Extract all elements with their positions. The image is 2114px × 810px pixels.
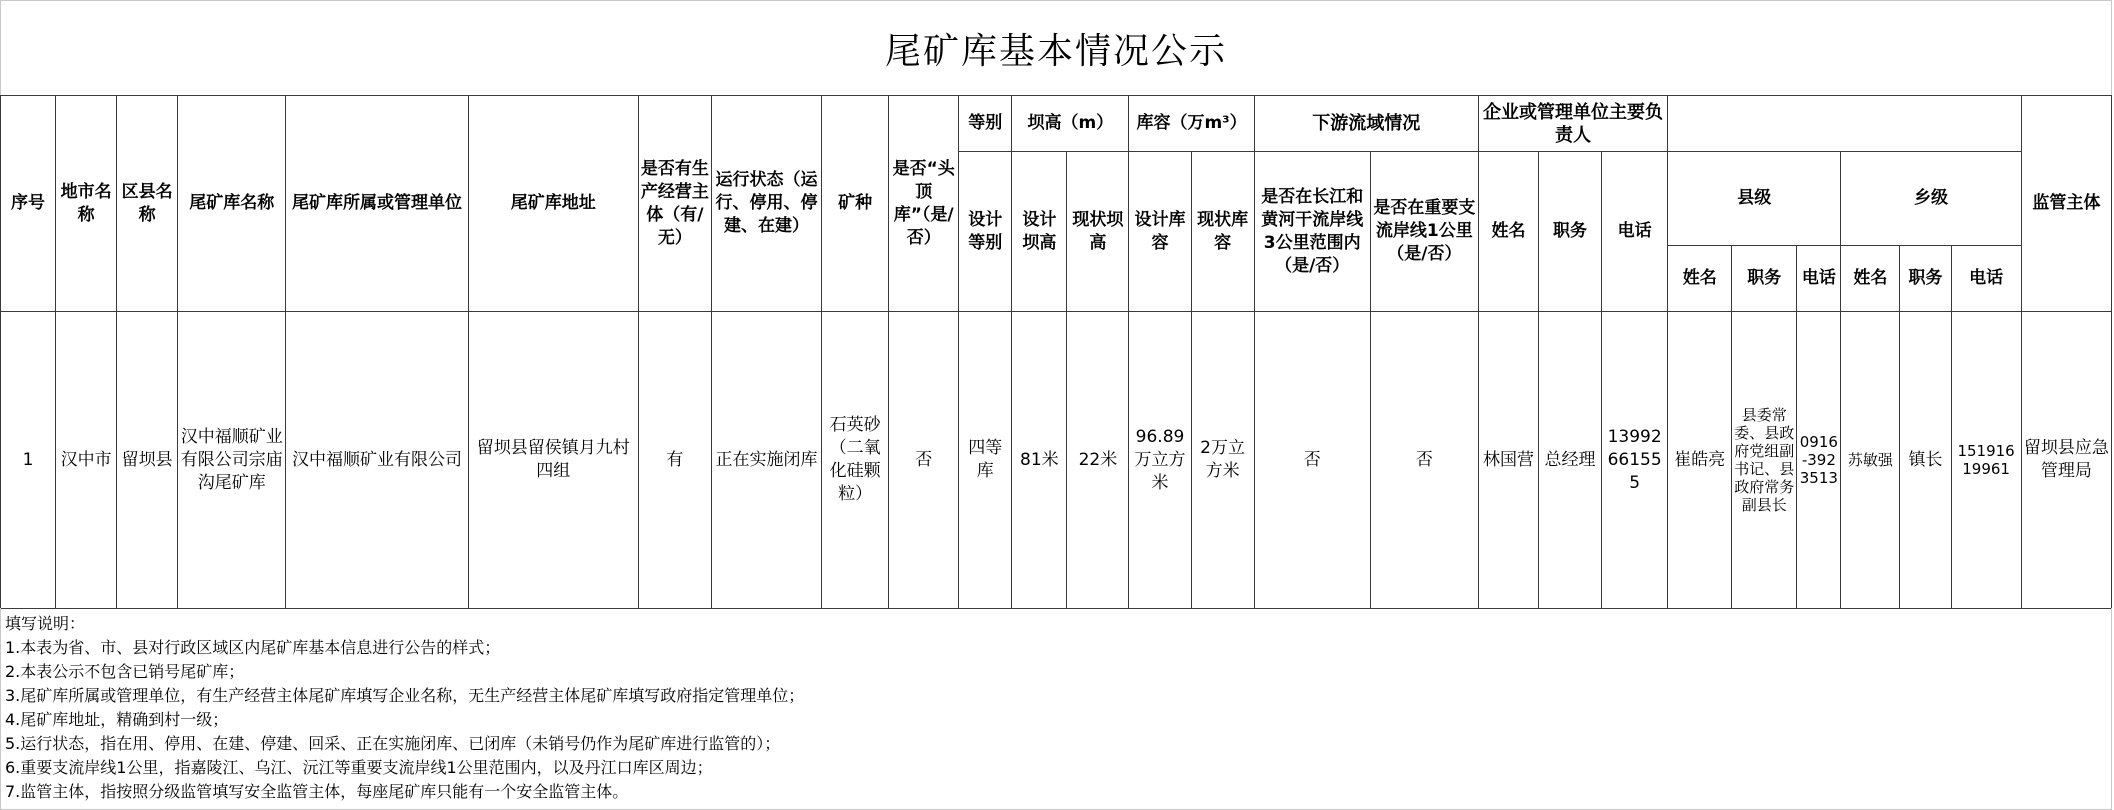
cell-address: 留坝县留侯镇月九村四组 [468, 312, 638, 609]
cell-county-name: 崔皓亮 [1668, 312, 1732, 609]
header-mineral: 矿种 [822, 96, 889, 312]
cell-county: 留坝县 [117, 312, 178, 609]
header-dam-height: 坝高（m） [1012, 96, 1129, 152]
header-grade: 等别 [959, 96, 1012, 152]
cell-design-grade: 四等库 [959, 312, 1012, 609]
cell-town-position: 镇长 [1900, 312, 1951, 609]
header-company-name: 姓名 [1478, 152, 1538, 312]
cell-owner: 汉中福顺矿业有限公司 [286, 312, 468, 609]
cell-mineral: 石英砂（二氧化硅颗粒） [822, 312, 889, 609]
header-address: 尾矿库地址 [468, 96, 638, 312]
header-design-height: 设计坝高 [1012, 152, 1067, 312]
header-row-1 [1, 96, 2112, 152]
cell-has-operator: 有 [638, 312, 711, 609]
cell-design-height: 81米 [1012, 312, 1067, 609]
note-item: 2.本表公示不包含已销号尾矿库； [5, 662, 245, 681]
header-current-capacity: 现状库容 [1191, 152, 1254, 312]
header-supervisor: 监管主体 [2021, 96, 2111, 312]
cell-head-pond: 否 [889, 312, 959, 609]
cell-company-position: 总经理 [1539, 312, 1602, 609]
cell-yangtze: 否 [1254, 312, 1370, 609]
header-current-height: 现状坝高 [1067, 152, 1129, 312]
header-status: 运行状态（运行、停用、停建、在建） [711, 96, 821, 312]
cell-county-position: 县委常委、县政府党组副书记、县政府常务副县长 [1732, 312, 1797, 609]
header-town-level: 乡级 [1841, 152, 2021, 246]
header-blank [1668, 96, 2021, 152]
cell-town-phone: 15191619961 [1951, 312, 2021, 609]
cell-company-name: 林国营 [1478, 312, 1538, 609]
header-capacity: 库容（万m³） [1129, 96, 1254, 152]
cell-company-phone: 13992661555 [1602, 312, 1668, 609]
header-city: 地市名称 [56, 96, 117, 312]
cell-seq: 1 [1, 312, 56, 609]
cell-status: 正在实施闭库 [711, 312, 821, 609]
cell-town-name: 苏敏强 [1841, 312, 1900, 609]
header-downstream: 下游流域情况 [1254, 96, 1478, 152]
page-title: 尾矿库基本情况公示 [884, 30, 1227, 72]
header-town-name: 姓名 [1841, 246, 1900, 312]
header-county-level: 县级 [1668, 152, 1841, 246]
cell-current-capacity: 2万立方米 [1191, 312, 1254, 609]
header-company-head: 企业或管理单位主要负责人 [1478, 96, 1667, 152]
cell-county-phone: 0916-3923513 [1797, 312, 1841, 609]
note-item: 7.监管主体，指按照分级监管填写安全监管主体，每座尾矿库只能有一个安全监管主体。 [5, 782, 629, 801]
header-county-position: 职务 [1732, 246, 1797, 312]
note-item: 4.尾矿库地址，精确到村一级； [5, 710, 229, 729]
title-row [0, 0, 2112, 95]
header-owner: 尾矿库所属或管理单位 [286, 96, 468, 312]
header-yangtze: 是否在长江和黄河干流岸线3公里范围内（是/否） [1254, 152, 1370, 312]
cell-city: 汉中市 [56, 312, 117, 609]
note-item: 5.运行状态，指在用、停用、在建、停建、回采、正在实施闭库、已闭库（未销号仍作为尾矿库进行监管的）； [5, 734, 781, 753]
notes-heading: 填写说明： [5, 614, 86, 633]
note-item: 6.重要支流岸线1公里，指嘉陵江、乌江、沅江等重要支流岸线1公里范围内，以及丹江口库区周边； [5, 758, 713, 777]
header-seq: 序号 [1, 96, 56, 312]
header-design-capacity: 设计库容 [1129, 152, 1191, 312]
header-county-phone: 电话 [1797, 246, 1841, 312]
header-tributary: 是否在重要支流岸线1公里（是/否） [1370, 152, 1478, 312]
header-county-name: 姓名 [1668, 246, 1732, 312]
note-item: 1.本表为省、市、县对行政区域区内尾矿库基本信息进行公告的样式； [5, 638, 501, 657]
cell-supervisor: 留坝县应急管理局 [2021, 312, 2111, 609]
header-town-position: 职务 [1900, 246, 1951, 312]
header-pond-name: 尾矿库名称 [178, 96, 286, 312]
cell-current-height: 22米 [1067, 312, 1129, 609]
header-county: 区县名称 [117, 96, 178, 312]
header-head-pond: 是否“头顶库”（是/否） [889, 96, 959, 312]
note-item: 3.尾矿库所属或管理单位，有生产经营主体尾矿库填写企业名称，无生产经营主体尾矿库填写政府指定管理单位； [5, 686, 805, 705]
tailings-table [0, 95, 2112, 609]
table-row [1, 312, 2112, 609]
header-has-operator: 是否有生产经营主体（有/无） [638, 96, 711, 312]
header-town-phone: 电话 [1951, 246, 2021, 312]
header-design-grade: 设计等别 [959, 152, 1012, 312]
cell-tributary: 否 [1370, 312, 1478, 609]
cell-pond-name: 汉中福顺矿业有限公司宗庙沟尾矿库 [178, 312, 286, 609]
cell-design-capacity: 96.89万立方米 [1129, 312, 1191, 609]
header-company-phone: 电话 [1602, 152, 1668, 312]
notes-section [0, 608, 2112, 810]
header-company-position: 职务 [1539, 152, 1602, 312]
